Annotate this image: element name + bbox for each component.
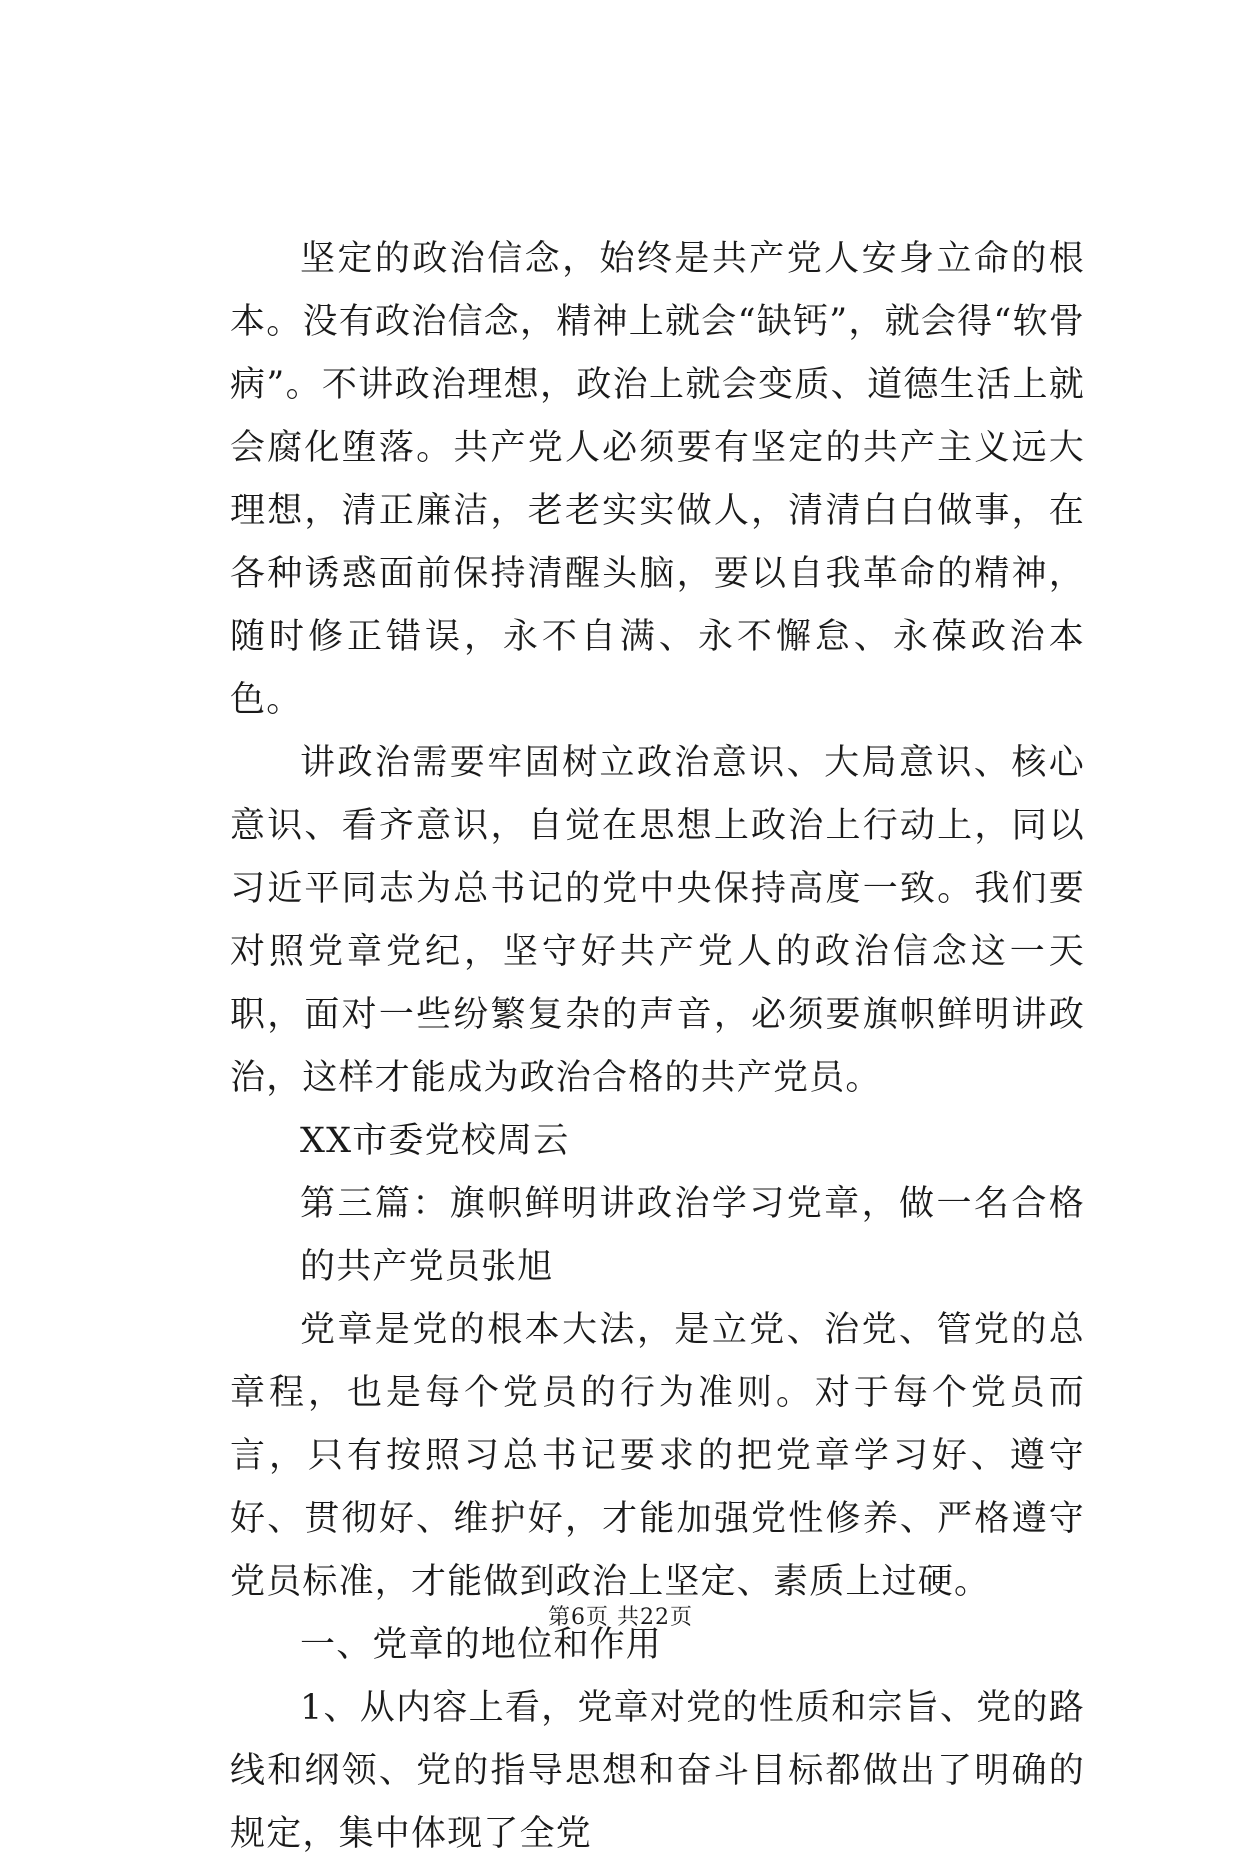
author-attribution: XX市委党校周云 xyxy=(300,1121,570,1161)
section-title-third-article: 第三篇：旗帜鲜明讲政治学习党章，做一名合格的共产党员张旭 xyxy=(300,1184,1085,1287)
paragraph-political-awareness: 讲政治需要牢固树立政治意识、大局意识、核心意识、看齐意识，自觉在思想上政治上行动上，同以习近平同志为总书记的党中央保持高度一致。我们要对照党章党纪，坚守好共产党人的政治信念这一天职，面对一些纷繁复杂的声音，必须要旗帜鲜明讲政治，这样才能成为政治合格的共产党员。 xyxy=(230,743,1085,1098)
paragraph-political-belief: 坚定的政治信念，始终是共产党人安身立命的根本。没有政治信念，精神上就会“缺钙”，就会得“软骨病”。不讲政治理想，政治上就会变质、道德生活上就会腐化堕落。共产党人必须要有坚定的共产主义远大理想，清正廉洁，老老实实做人，清清白白做事，在各种诱惑面前保持清醒头脑，要以自我革命的精神，随时修正错误，永不自满、永不懈怠、永葆政治本色。 xyxy=(230,239,1085,720)
paragraph-party-constitution: 党章是党的根本大法，是立党、治党、管党的总章程，也是每个党员的行为准则。对于每个党员而言，只有按照习总书记要求的把党章学习好、遵守好、贯彻好、维护好，才能加强党性修养、严格遵守党员标准，才能做到政治上坚定、素质上过硬。 xyxy=(230,1310,1085,1602)
page-number-footer: 第6页 共22页 xyxy=(548,1605,693,1630)
heading-status-and-role: 一、党章的地位和作用 xyxy=(300,1625,663,1665)
paragraph-content-perspective: 1、从内容上看，党章对党的性质和宗旨、党的路线和纲领、党的指导思想和奋斗目标都做出了明确的规定，集中体现了全党 xyxy=(230,1688,1085,1854)
